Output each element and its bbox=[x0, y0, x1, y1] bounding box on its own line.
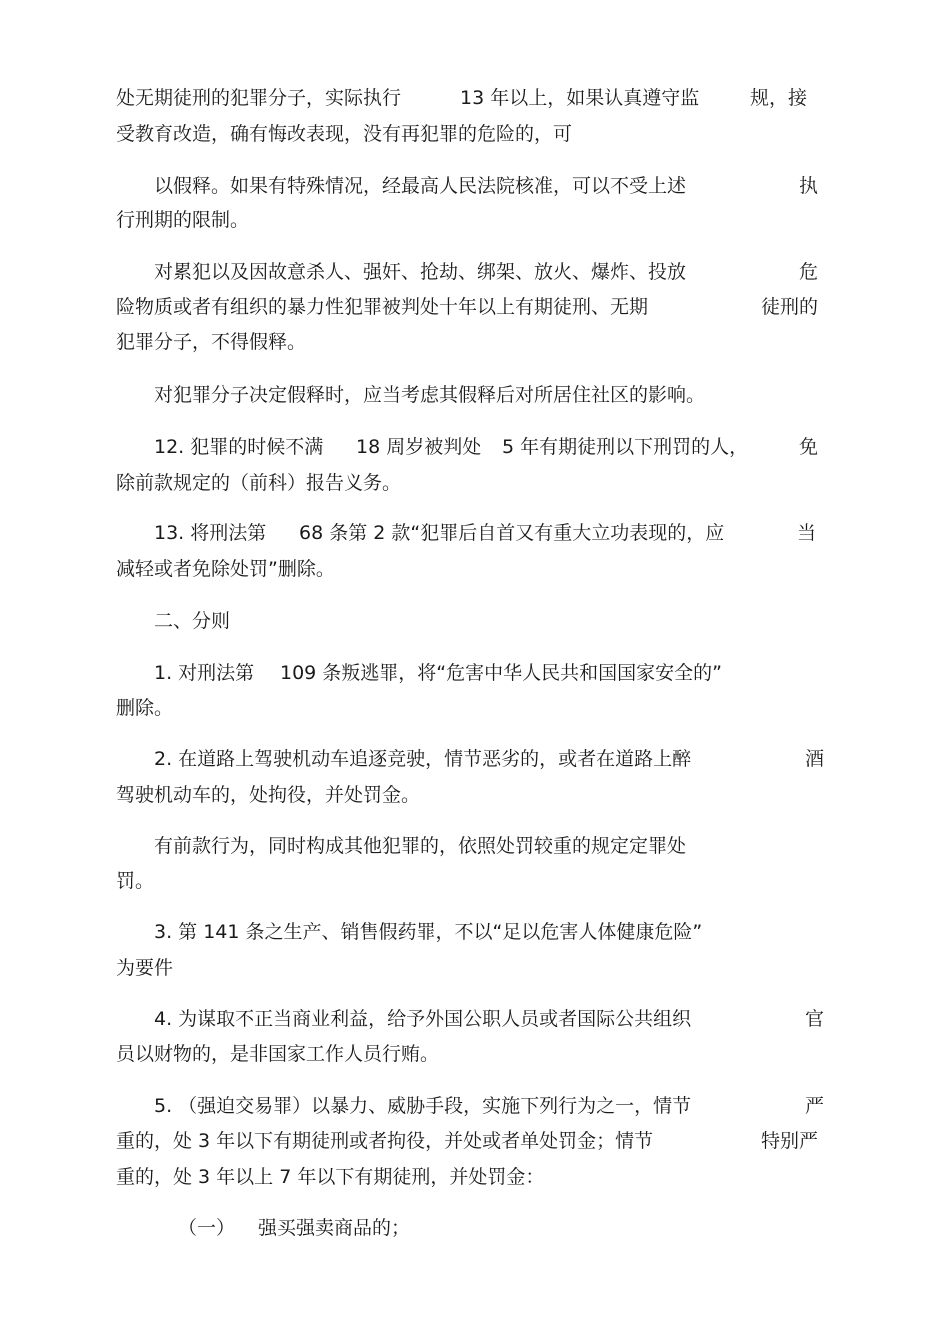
text-segment: 12. 犯罪的时候不满 bbox=[154, 436, 324, 458]
text-segment: 罚。 bbox=[116, 870, 155, 892]
text-segment: 官 bbox=[805, 1008, 825, 1030]
paragraph-line bbox=[154, 519, 824, 547]
text-segment: 减轻或者免除处罚”删除。 bbox=[116, 558, 335, 580]
text-segment: 对犯罪分子决定假释时，应当考虑其假释后对所居住社区的影响。 bbox=[154, 384, 706, 406]
text-segment: 徒刑的 bbox=[761, 296, 819, 318]
paragraph-line bbox=[154, 258, 824, 286]
list-item bbox=[178, 1214, 824, 1242]
text-segment: 有前款行为，同时构成其他犯罪的，依照处罚较重的规定定罪处 bbox=[154, 835, 687, 857]
paragraph-line bbox=[154, 172, 824, 200]
text-segment: 2. 在道路上驾驶机动车追逐竞驶，情节恶劣的，或者在道路上醉 bbox=[154, 748, 692, 770]
paragraph-line bbox=[116, 694, 824, 722]
paragraph-line bbox=[116, 1163, 824, 1191]
text-segment: 18 周岁被判处 bbox=[356, 436, 482, 458]
paragraph-line bbox=[154, 832, 824, 860]
text-segment: 重的，处 3 年以上 7 年以下有期徒刑，并处罚金： bbox=[116, 1166, 545, 1188]
paragraph-line bbox=[116, 328, 824, 356]
text-segment: 驾驶机动车的，处拘役，并处罚金。 bbox=[116, 784, 421, 806]
text-segment: 员以财物的，是非国家工作人员行贿。 bbox=[116, 1043, 440, 1065]
paragraph-line bbox=[154, 381, 824, 409]
paragraph-line bbox=[116, 781, 824, 809]
text-segment: 删除。 bbox=[116, 697, 174, 719]
paragraph-line bbox=[116, 1040, 824, 1068]
text-segment: 特别严 bbox=[761, 1130, 819, 1152]
paragraph-line bbox=[116, 293, 824, 321]
list-item-text: 强买强卖商品的； bbox=[258, 1217, 411, 1239]
paragraph-line bbox=[116, 1127, 824, 1155]
text-segment: 严 bbox=[805, 1095, 825, 1117]
text-segment: 以假释。如果有特殊情况，经最高人民法院核准，可以不受上述 bbox=[154, 175, 687, 197]
text-segment: 13. 将刑法第 bbox=[154, 522, 267, 544]
paragraph-line bbox=[116, 84, 824, 112]
paragraph-line bbox=[154, 433, 824, 461]
text-segment: 4. 为谋取不正当商业利益，给予外国公职人员或者国际公共组织 bbox=[154, 1008, 692, 1030]
text-segment: 109 条叛逃罪，将“危害中华人民共和国国家安全的” bbox=[280, 662, 722, 684]
text-segment: 1. 对刑法第 bbox=[154, 662, 255, 684]
paragraph-line bbox=[116, 120, 824, 148]
text-segment: 处无期徒刑的犯罪分子，实际执行 bbox=[116, 87, 402, 109]
text-segment: 免 bbox=[799, 436, 819, 458]
text-segment: 险物质或者有组织的暴力性犯罪被判处十年以上有期徒刑、无期 bbox=[116, 296, 649, 318]
paragraph-line bbox=[154, 1005, 824, 1033]
text-segment: 规，接 bbox=[750, 87, 808, 109]
text-segment: 酒 bbox=[805, 748, 825, 770]
paragraph-line bbox=[116, 954, 824, 982]
paragraph-line bbox=[116, 469, 824, 497]
paragraph-line bbox=[116, 867, 824, 895]
text-segment: 除前款规定的（前科）报告义务。 bbox=[116, 472, 402, 494]
text-segment: 行刑期的限制。 bbox=[116, 209, 250, 231]
list-item-number: （一） bbox=[178, 1217, 236, 1239]
text-segment: 68 条第 2 款“犯罪后自首又有重大立功表现的，应 bbox=[299, 522, 725, 544]
paragraph-line bbox=[154, 745, 824, 773]
text-segment: 对累犯以及因故意杀人、强奸、抢劫、绑架、放火、爆炸、投放 bbox=[154, 261, 687, 283]
text-segment: 危 bbox=[799, 261, 819, 283]
text-segment: 二、分则 bbox=[154, 610, 231, 632]
text-segment: 当 bbox=[797, 522, 817, 544]
text-segment: 执 bbox=[799, 175, 819, 197]
text-segment: 犯罪分子，不得假释。 bbox=[116, 331, 307, 353]
text-segment: 5. （强迫交易罪）以暴力、威胁手段，实施下列行为之一，情节 bbox=[154, 1095, 692, 1117]
text-segment: 受教育改造，确有悔改表现，没有再犯罪的危险的，可 bbox=[116, 123, 573, 145]
text-segment: 为要件 bbox=[116, 957, 174, 979]
paragraph-line bbox=[154, 659, 824, 687]
paragraph-line bbox=[116, 206, 824, 234]
paragraph-line bbox=[116, 555, 824, 583]
text-segment: 5 年有期徒刑以下刑罚的人， bbox=[502, 436, 749, 458]
text-segment: 13 年以上，如果认真遵守监 bbox=[460, 87, 700, 109]
paragraph-line bbox=[154, 1092, 824, 1120]
text-segment: 重的，处 3 年以下有期徒刑或者拘役，并处或者单处罚金；情节 bbox=[116, 1130, 654, 1152]
text-segment: 3. 第 141 条之生产、销售假药罪，不以“足以危害人体健康危险” bbox=[154, 921, 703, 943]
paragraph-line bbox=[154, 918, 824, 946]
section-heading bbox=[154, 607, 824, 635]
